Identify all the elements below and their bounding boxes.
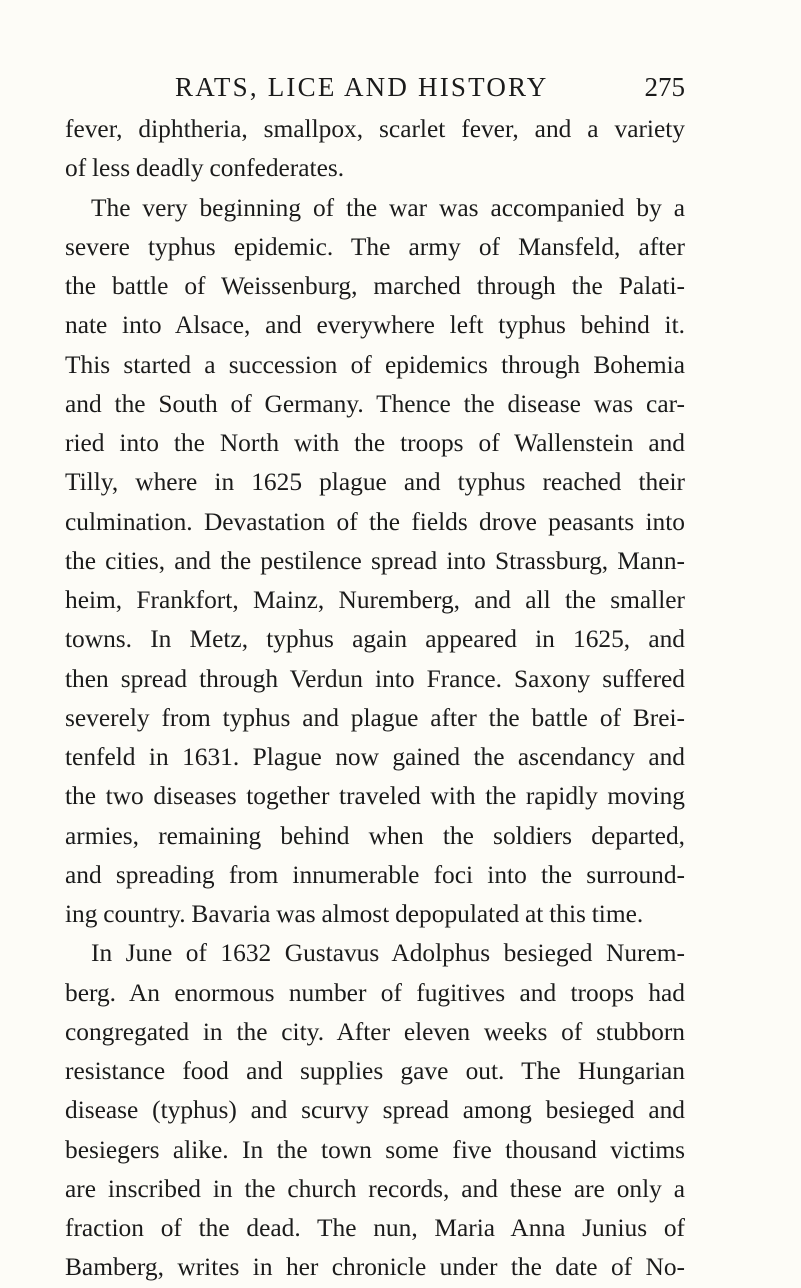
- text-line: In June of 1632 Gustavus Adolphus besieged Nurem-: [91, 939, 685, 968]
- text-line: of less deadly confederates.: [65, 154, 345, 183]
- text-line: fever, diphtheria, smallpox, scarlet fever, and a variety: [65, 115, 685, 143]
- text-line: the cities, and the pestilence spread into Strassburg, Mann-: [65, 546, 685, 575]
- text-line: the battle of Weissenburg, marched through the Palati-: [65, 272, 685, 300]
- text-line: severe typhus epidemic. The army of Mansfeld, after: [65, 232, 685, 261]
- text-line: tenfeld in 1631. Plague now gained the ascendancy and: [65, 743, 685, 771]
- text-line: nate into Alsace, and everywhere left typhus behind it.: [65, 311, 685, 340]
- text-line: then spread through Verdun into France. Saxony suffered: [65, 664, 685, 693]
- text-line: Tilly, where in 1625 plague and typhus reached their: [65, 468, 685, 497]
- text-line: culmination. Devastation of the fields drove peasants into: [65, 507, 685, 536]
- text-line: ried into the North with the troops of Wallenstein and: [65, 429, 685, 457]
- running-title: RATS, LICE AND HISTORY: [175, 72, 549, 102]
- text-line: ing country. Bavaria was almost depopulated at this time.: [65, 900, 644, 928]
- text-line: This started a succession of epidemics through Bohemia: [65, 350, 685, 379]
- page-number: 275: [644, 72, 685, 102]
- text-line: Bamberg, writes in her chronicle under the date of No-: [65, 1253, 685, 1282]
- body-text: [65, 110, 685, 1288]
- text-line: and the South of Germany. Thence the disease was car-: [65, 389, 685, 418]
- text-line: are inscribed in the church records, and these are only a: [65, 1174, 685, 1203]
- text-line: besiegers alike. In the town some five thousand victims: [65, 1135, 685, 1164]
- text-line: the two diseases together traveled with the rapidly moving: [65, 782, 685, 811]
- text-line: fraction of the dead. The nun, Maria Anna Junius of: [65, 1214, 685, 1242]
- text-line: resistance food and supplies gave out. The Hungarian: [65, 1057, 685, 1085]
- text-line: congregated in the city. After eleven weeks of stubborn: [65, 1017, 685, 1046]
- text-line: The very beginning of the war was accompanied by a: [91, 193, 685, 222]
- text-line: disease (typhus) and scurvy spread among besieged and: [65, 1096, 685, 1125]
- text-line: towns. In Metz, typhus again appeared in 1625, and: [65, 625, 685, 654]
- running-head: [175, 72, 685, 112]
- text-line: and spreading from innumerable foci into the surround-: [65, 860, 685, 889]
- text-line: severely from typhus and plague after the battle of Brei-: [65, 703, 685, 732]
- text-line: armies, remaining behind when the soldiers departed,: [65, 821, 685, 850]
- text-line: berg. An enormous number of fugitives and troops had: [65, 978, 685, 1007]
- text-line: heim, Frankfort, Mainz, Nuremberg, and all the smaller: [65, 586, 685, 614]
